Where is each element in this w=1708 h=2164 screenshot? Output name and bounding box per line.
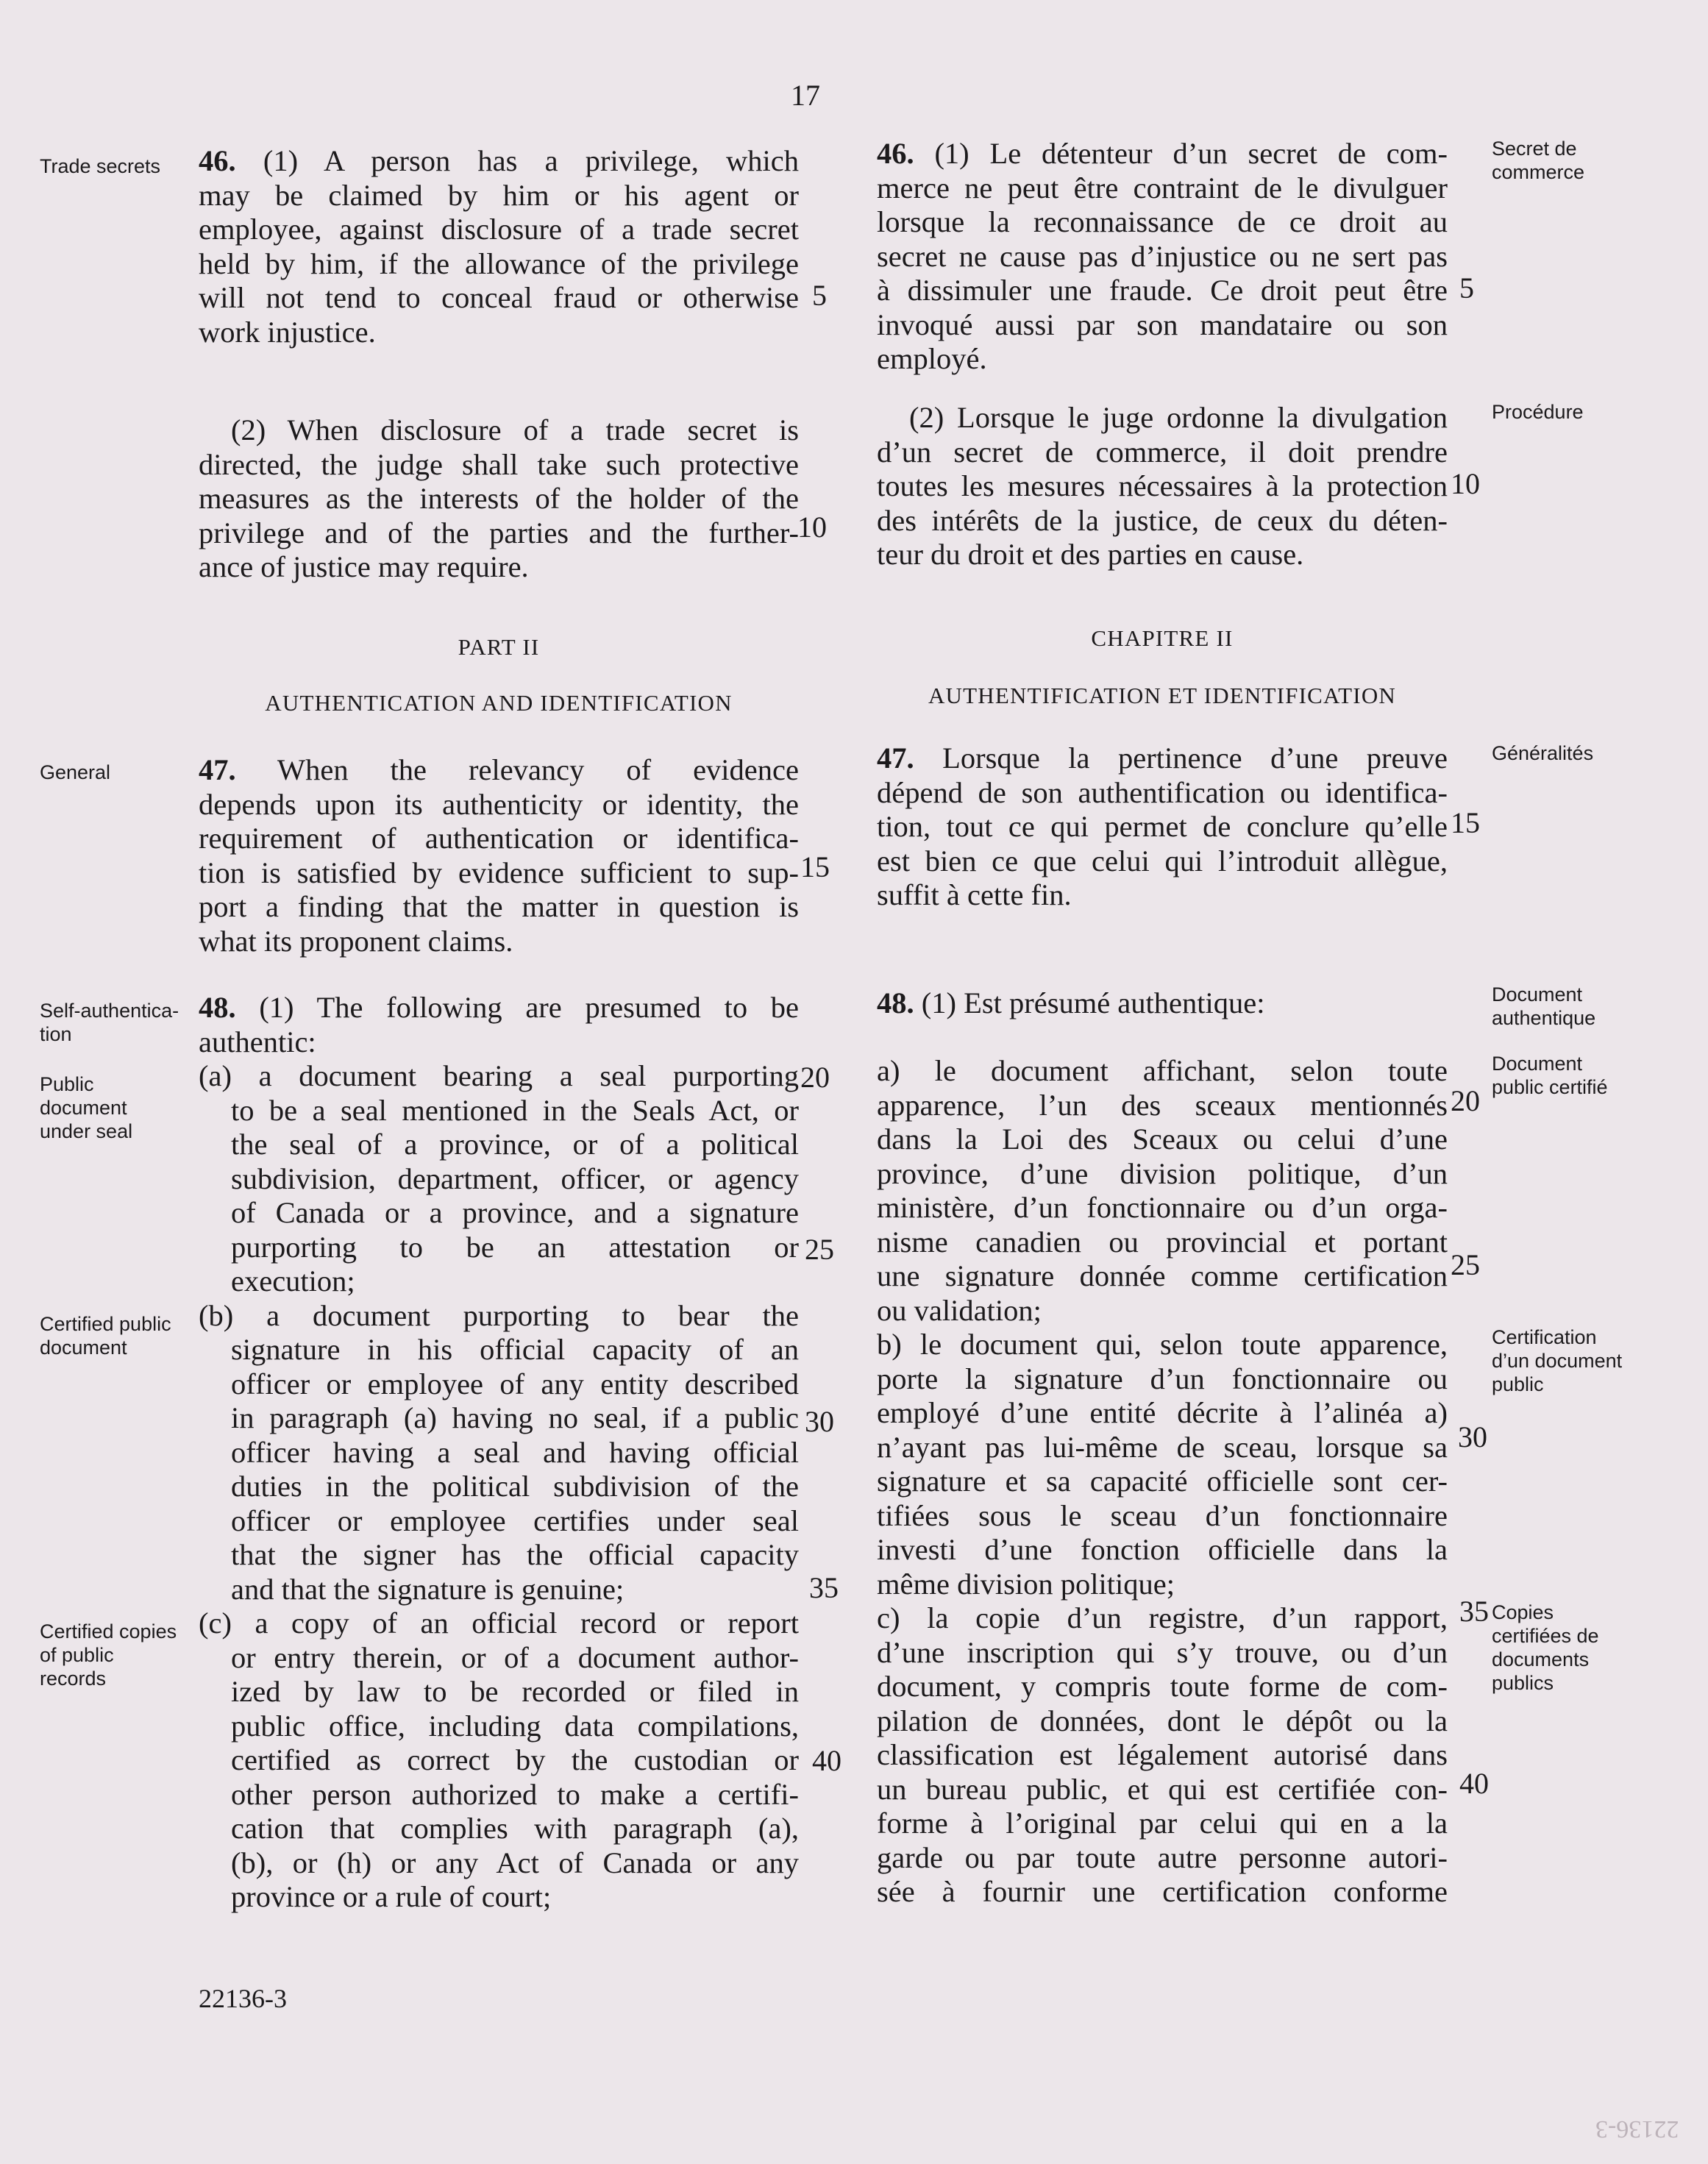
para-b-line: officer having a seal and having official: [231, 1435, 799, 1469]
s46-1-line: will not tend to conceal fraud or otherwise: [199, 281, 799, 314]
s46-2-line: (2) When disclosure of a trade secret is: [231, 413, 799, 446]
s47-line: 47. When the relevancy of evidence: [199, 753, 799, 786]
s46-2-line: d’un secret de commerce, il doit prendre: [877, 435, 1448, 469]
para-b-line: n’ayant pas lui-même de sceau, lorsque sa: [877, 1430, 1448, 1464]
para-b-line: b) le document qui, selon toute apparence,: [877, 1328, 1448, 1361]
line-number: 30: [805, 1405, 834, 1438]
s46-2-line: toutes les mesures nécessaires à la protection: [877, 469, 1448, 502]
para-b-line: investi d’une fonction officielle dans la: [877, 1533, 1448, 1566]
s46-2-line: directed, the judge shall take such protective: [199, 447, 799, 481]
para-c-line: forme à l’original par celui qui en a la: [877, 1807, 1448, 1840]
para-c-line: (b), or (h) or any Act of Canada or any: [231, 1846, 799, 1879]
s47-line: what its proponent claims.: [199, 924, 513, 958]
para-b-line: (b) a document purporting to bear the: [199, 1298, 799, 1332]
line-number: 25: [805, 1233, 834, 1266]
s47-line: port a finding that the matter in question is: [199, 890, 799, 923]
para-a-line: of Canada or a province, and a signature: [231, 1196, 799, 1229]
french-s46-2: [877, 401, 1448, 572]
para-a-line: ministère, d’un fonctionnaire ou d’un orga-: [877, 1191, 1448, 1224]
marginal-note-certification-document-public: Certification d’un document public: [1492, 1326, 1623, 1395]
para-c-line: province or a rule of court;: [231, 1880, 552, 1913]
line-number: 35: [1459, 1595, 1489, 1628]
chapitre-title: AUTHENTIFICATION ET IDENTIFICATION: [928, 683, 1397, 708]
para-b-line: that the signer has the official capacity: [231, 1538, 799, 1571]
para-a-line: the seal of a province, or of a political: [231, 1128, 799, 1161]
marginal-note-certified-copies: Certified copies of public records: [40, 1620, 177, 1690]
s46-2-line: ance of justice may require.: [199, 550, 529, 583]
s47-line: 47. Lorsque la pertinence d’une preuve: [877, 741, 1448, 775]
s47-line: tion, tout ce qui permet de conclure qu’elle: [877, 810, 1448, 843]
s47-line: suffit à cette fin.: [877, 878, 1072, 911]
marginal-note-copies-certifiees: Copies certifiées de documents publics: [1492, 1601, 1599, 1694]
marginal-note-secret-de-commerce: Secret de commerce: [1492, 138, 1585, 183]
english-paragraphs: [199, 1059, 799, 1915]
para-c-line: sée à fournir une certification conforme: [877, 1875, 1448, 1908]
para-a-line: nisme canadien ou provincial et portant: [877, 1225, 1448, 1259]
line-number: 10: [797, 510, 827, 544]
para-c-line: c) la copie d’un registre, d’un rapport,: [877, 1601, 1448, 1634]
marginal-note-document-authentique: Document authentique: [1492, 983, 1596, 1029]
s46-1-line: secret ne cause pas d’injustice ou ne sert pas: [877, 239, 1448, 273]
para-c-line: certified as correct by the custodian or: [231, 1743, 799, 1776]
para-c-line: (c) a copy of an official record or report: [199, 1606, 799, 1640]
s46-1-line: lorsque la reconnaissance de ce droit au: [877, 205, 1448, 238]
para-a-line: province, d’une division politique, d’un: [877, 1156, 1448, 1190]
para-c-line: un bureau public, et qui est certifiée con-: [877, 1772, 1448, 1806]
show-through-code: 22136-3: [1595, 2115, 1679, 2143]
para-b-line: même division politique;: [877, 1567, 1175, 1601]
para-c-line: cation that complies with paragraph (a),: [231, 1812, 799, 1845]
para-b-line: employé d’une entité décrite à l’alinéa a): [877, 1396, 1448, 1429]
para-a-line: (a) a document bearing a seal purporting: [199, 1059, 799, 1092]
s46-1-line: invoqué aussi par son mandataire ou son: [877, 307, 1448, 341]
marginal-note-generalites: Généralités: [1492, 742, 1594, 764]
para-a-line: une signature donnée comme certification: [877, 1259, 1448, 1292]
chapitre-heading: CHAPITRE II: [1091, 625, 1234, 651]
para-b-line: signature et sa capacité officielle sont cer-: [877, 1464, 1448, 1498]
para-c-line: document, y compris toute forme de com-: [877, 1670, 1448, 1703]
para-b-line: officer or employee of any entity described: [231, 1367, 799, 1400]
s46-1-line: employee, against disclosure of a trade secret: [199, 213, 799, 246]
line-number: 20: [1451, 1084, 1480, 1117]
french-s48: [877, 986, 1448, 1021]
para-c-line: other person authorized to make a certifi-: [231, 1777, 799, 1811]
para-a-line: dans la Loi des Sceaux ou celui d’une: [877, 1122, 1448, 1156]
s46-1-line: employé.: [877, 342, 987, 375]
line-number: 15: [1451, 806, 1480, 839]
para-a-line: to be a seal mentioned in the Seals Act, or: [231, 1093, 799, 1127]
line-number: 10: [1451, 467, 1480, 500]
french-s47: [877, 741, 1448, 913]
para-c-line: classification est légalement autorisé dans: [877, 1738, 1448, 1771]
s46-1-line: work injustice.: [199, 315, 376, 349]
line-number: 40: [1459, 1767, 1489, 1800]
part-title: AUTHENTICATION AND IDENTIFICATION: [265, 690, 733, 716]
s46-2-line: des intérêts de la justice, de ceux du déten-: [877, 503, 1448, 537]
s46-1-line: 46. (1) Le détenteur d’un secret de com-: [877, 137, 1448, 170]
para-b-line: and that the signature is genuine;: [231, 1572, 625, 1606]
line-number: 15: [800, 850, 830, 883]
s48-line: 48. (1) Est présumé authentique:: [877, 986, 1265, 1019]
s46-1-line: merce ne peut être contraint de le divulguer: [877, 171, 1448, 204]
s47-line: tion is satisfied by evidence sufficient to sup-: [199, 855, 799, 889]
para-b-line: porte la signature d’un fonctionnaire ou: [877, 1362, 1448, 1395]
marginal-note-trade-secrets: Trade secrets: [40, 155, 161, 177]
page-number: 17: [791, 79, 820, 112]
s47-line: depends upon its authenticity or identity, the: [199, 787, 799, 821]
section-number: 46.: [199, 144, 236, 177]
s46-2-line: privilege and of the parties and the further-: [199, 516, 799, 549]
para-a-line: subdivision, department, officer, or agency: [231, 1161, 799, 1195]
line-number: 5: [812, 279, 827, 312]
para-a-line: purporting to be an attestation or: [231, 1230, 799, 1264]
french-s46-1: [877, 137, 1448, 377]
part-heading: PART II: [458, 634, 540, 660]
s46-1-line: à dissimuler une fraude. Ce droit peut être: [877, 274, 1448, 307]
para-a-line: apparence, l’un des sceaux mentionnés: [877, 1088, 1448, 1122]
english-s48: [199, 991, 799, 1059]
para-c-line: public office, including data compilations,: [231, 1709, 799, 1743]
line-number: 20: [800, 1061, 830, 1094]
s46-2-line: measures as the interests of the holder of the: [199, 482, 799, 515]
s46-2-line: teur du droit et des parties en cause.: [877, 538, 1304, 571]
marginal-note-certified-public-document: Certified public document: [40, 1313, 171, 1359]
para-a-line: ou validation;: [877, 1293, 1042, 1327]
marginal-note-document-public-certifie: Document public certifié: [1492, 1053, 1608, 1098]
para-c-line: garde ou par toute autre personne autori-: [877, 1840, 1448, 1874]
s46-2-line: (2) Lorsque le juge ordonne la divulgation: [909, 401, 1448, 434]
english-s46-2: [199, 413, 799, 585]
section-number: 46.: [877, 137, 914, 170]
line-number: 5: [1459, 271, 1474, 305]
para-b-line: signature in his official capacity of an: [231, 1333, 799, 1366]
print-code: 22136-3: [199, 1984, 287, 2013]
para-a-line: a) le document affichant, selon toute: [877, 1054, 1448, 1087]
s46-1-line: may be claimed by him or his agent or: [199, 178, 799, 212]
section-number: 47.: [877, 741, 914, 775]
s47-line: requirement of authentication or identifica-: [199, 822, 799, 855]
marginal-note-public-document: Public document under seal: [40, 1073, 133, 1142]
s47-line: dépend de son authentification ou identifica-: [877, 775, 1448, 809]
s48-line: authentic:: [199, 1025, 316, 1058]
para-c-line: pilation de données, dont le dépôt ou la: [877, 1704, 1448, 1737]
para-c-line: ized by law to be recorded or filed in: [231, 1675, 799, 1708]
french-paragraphs: [877, 1054, 1448, 1909]
s46-1-line: held by him, if the allowance of the privilege: [199, 246, 799, 280]
para-b-line: in paragraph (a) having no seal, if a public: [231, 1401, 799, 1434]
marginal-note-self-authentication: Self-authentica- tion: [40, 1000, 179, 1045]
para-b-line: tifiées sous le sceau d’un fonctionnaire: [877, 1498, 1448, 1532]
english-s47: [199, 753, 799, 958]
english-column: [199, 144, 799, 349]
s48-line: 48. (1) The following are presumed to be: [199, 991, 799, 1024]
marginal-note-general: General: [40, 761, 111, 783]
marginal-note-procedure: Procédure: [1492, 401, 1584, 423]
section-number: 47.: [199, 753, 236, 786]
s46-1-line: 46. (1) A person has a privilege, which: [199, 144, 800, 177]
line-number: 25: [1451, 1248, 1480, 1281]
line-number: 40: [812, 1744, 841, 1777]
line-number: 30: [1458, 1420, 1487, 1453]
para-a-line: execution;: [231, 1264, 355, 1298]
section-number: 48.: [877, 986, 914, 1019]
para-b-line: duties in the political subdivision of the: [231, 1470, 799, 1503]
para-c-line: or entry therein, or of a document author-: [231, 1640, 799, 1674]
s47-line: est bien ce que celui qui l’introduit allègue,: [877, 844, 1448, 878]
para-b-line: officer or employee certifies under seal: [231, 1503, 799, 1537]
para-c-line: d’une inscription qui s’y trouve, ou d’un: [877, 1635, 1448, 1669]
line-number: 35: [809, 1571, 839, 1604]
section-number: 48.: [199, 991, 236, 1024]
